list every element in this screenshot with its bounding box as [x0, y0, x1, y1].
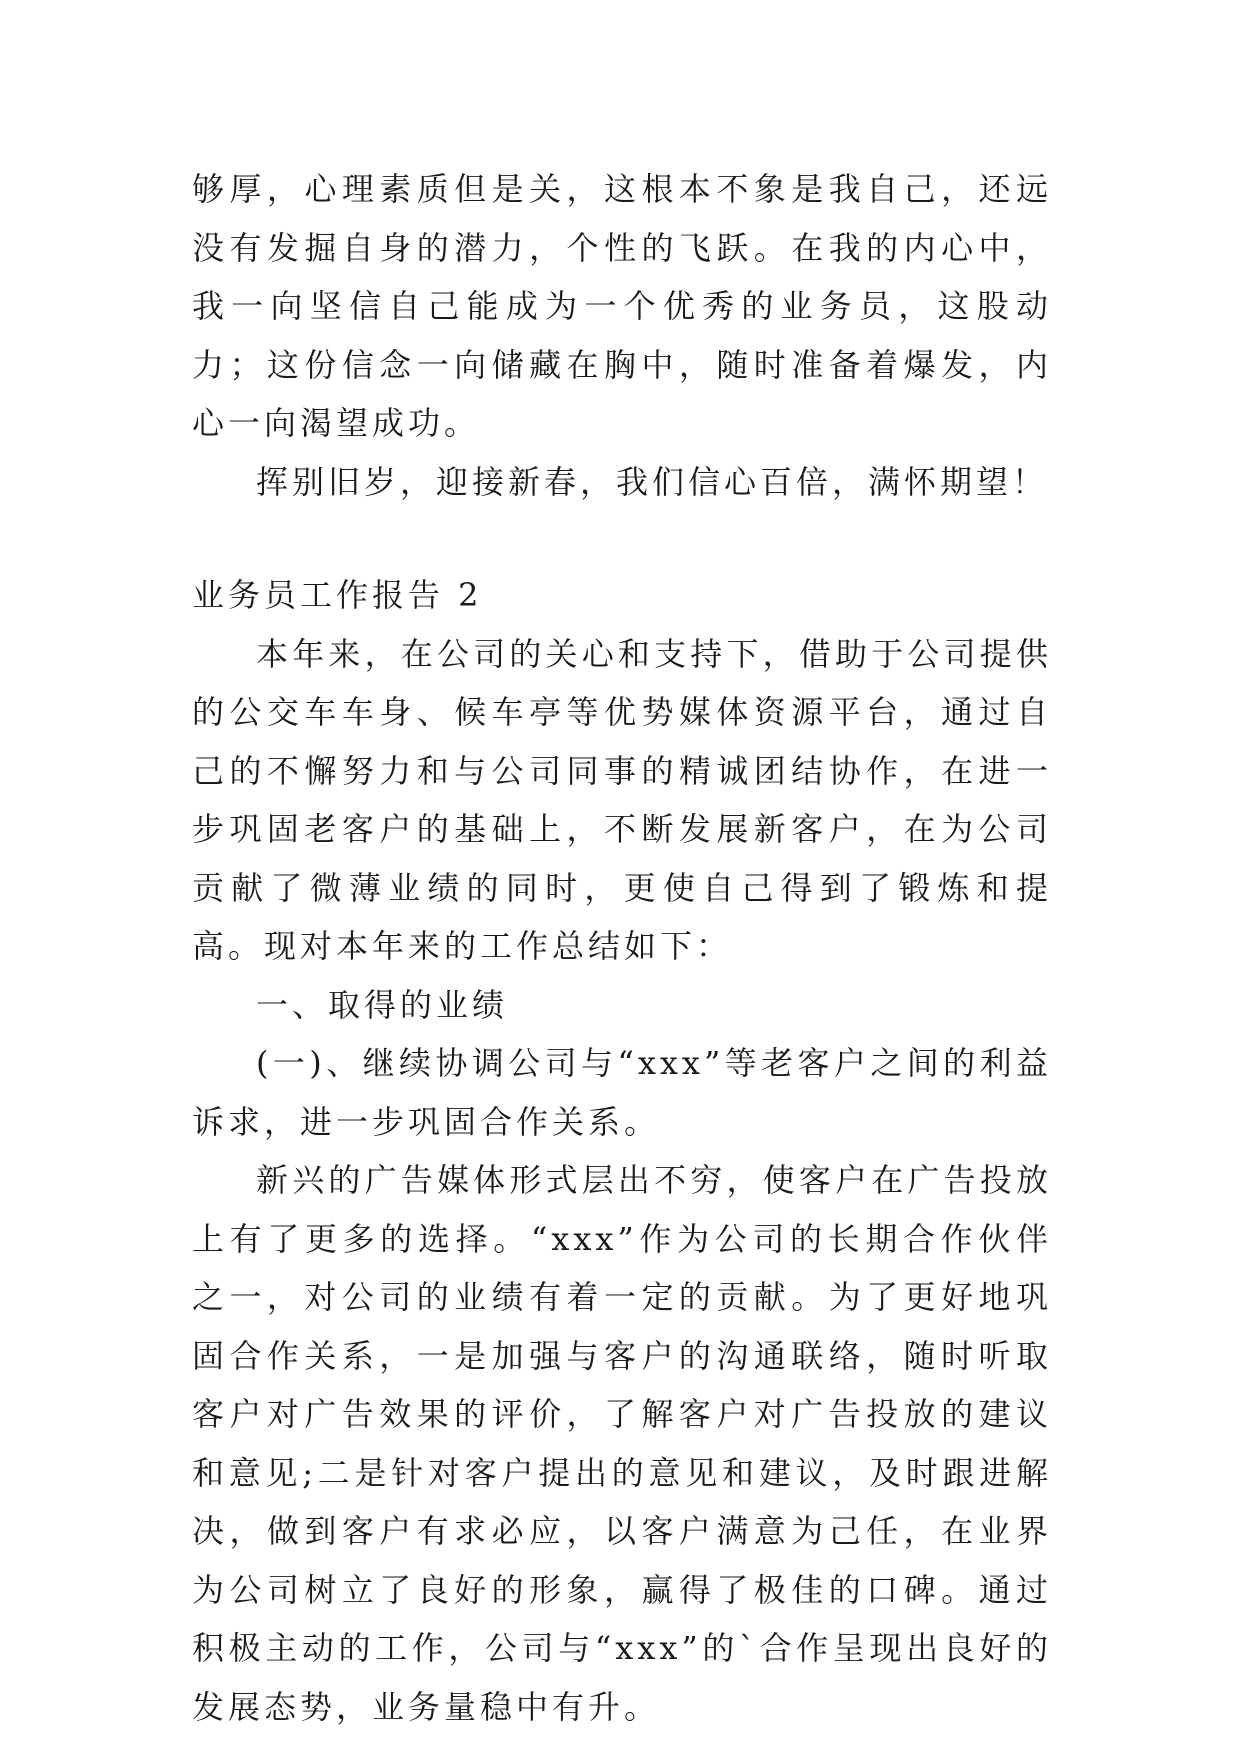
document-page	[192, 160, 1052, 1736]
continuation-paragraph: 够厚，心理素质但是关，这根本不象是我自己，还远没有发掘自身的潜力，个性的飞跃。在我的内心中，我一向坚信自己能成为一个优秀的业务员，这股动力；这份信念一向储藏在胸中，随时准备着爆发，内心一向渴望成功。	[192, 170, 1052, 442]
section-title: 业务员工作报告 2	[192, 576, 483, 614]
closing-line: 挥别旧岁，迎接新春，我们信心百倍，满怀期望！	[256, 462, 1049, 501]
item-one-paragraph: (一)、继续协调公司与“xxx”等老客户之间的利益诉求，进一步巩固合作关系。	[192, 1044, 1052, 1141]
body-paragraph: 新兴的广告媒体形式层出不穷，使客户在广告投放上有了更多的选择。“xxx”作为公司的长期合作伙伴之一，对公司的业绩有着一定的贡献。为了更好地巩固合作关系，一是加强与客户的沟通联络，随时听取客户对广告效果的评价，了解客户对广告投放的建议和意见;二是针对客户提出的意见和建议，及时跟进解决，做到客户有求必应，以客户满意为己任，在业界为公司树立了良好的形象，赢得了极佳的口碑。通过积极主动的工作，公司与“xxx”的`合作呈现出良好的发展态势，业务量稳中有升。	[192, 1161, 1052, 1726]
subheading-achievements: 一、取得的业绩	[256, 985, 509, 1024]
section-gap	[192, 511, 1052, 566]
intro-paragraph: 本年来，在公司的关心和支持下，借助于公司提供的公交车车身、候车亭等优势媒体资源平台，通过自己的不懈努力和与公司同事的精诚团结协作，在进一步巩固老客户的基础上，不断发展新客户，在为公司贡献了微薄业绩的同时，更使自己得到了锻炼和提高。现对本年来的工作总结如下：	[192, 634, 1052, 965]
